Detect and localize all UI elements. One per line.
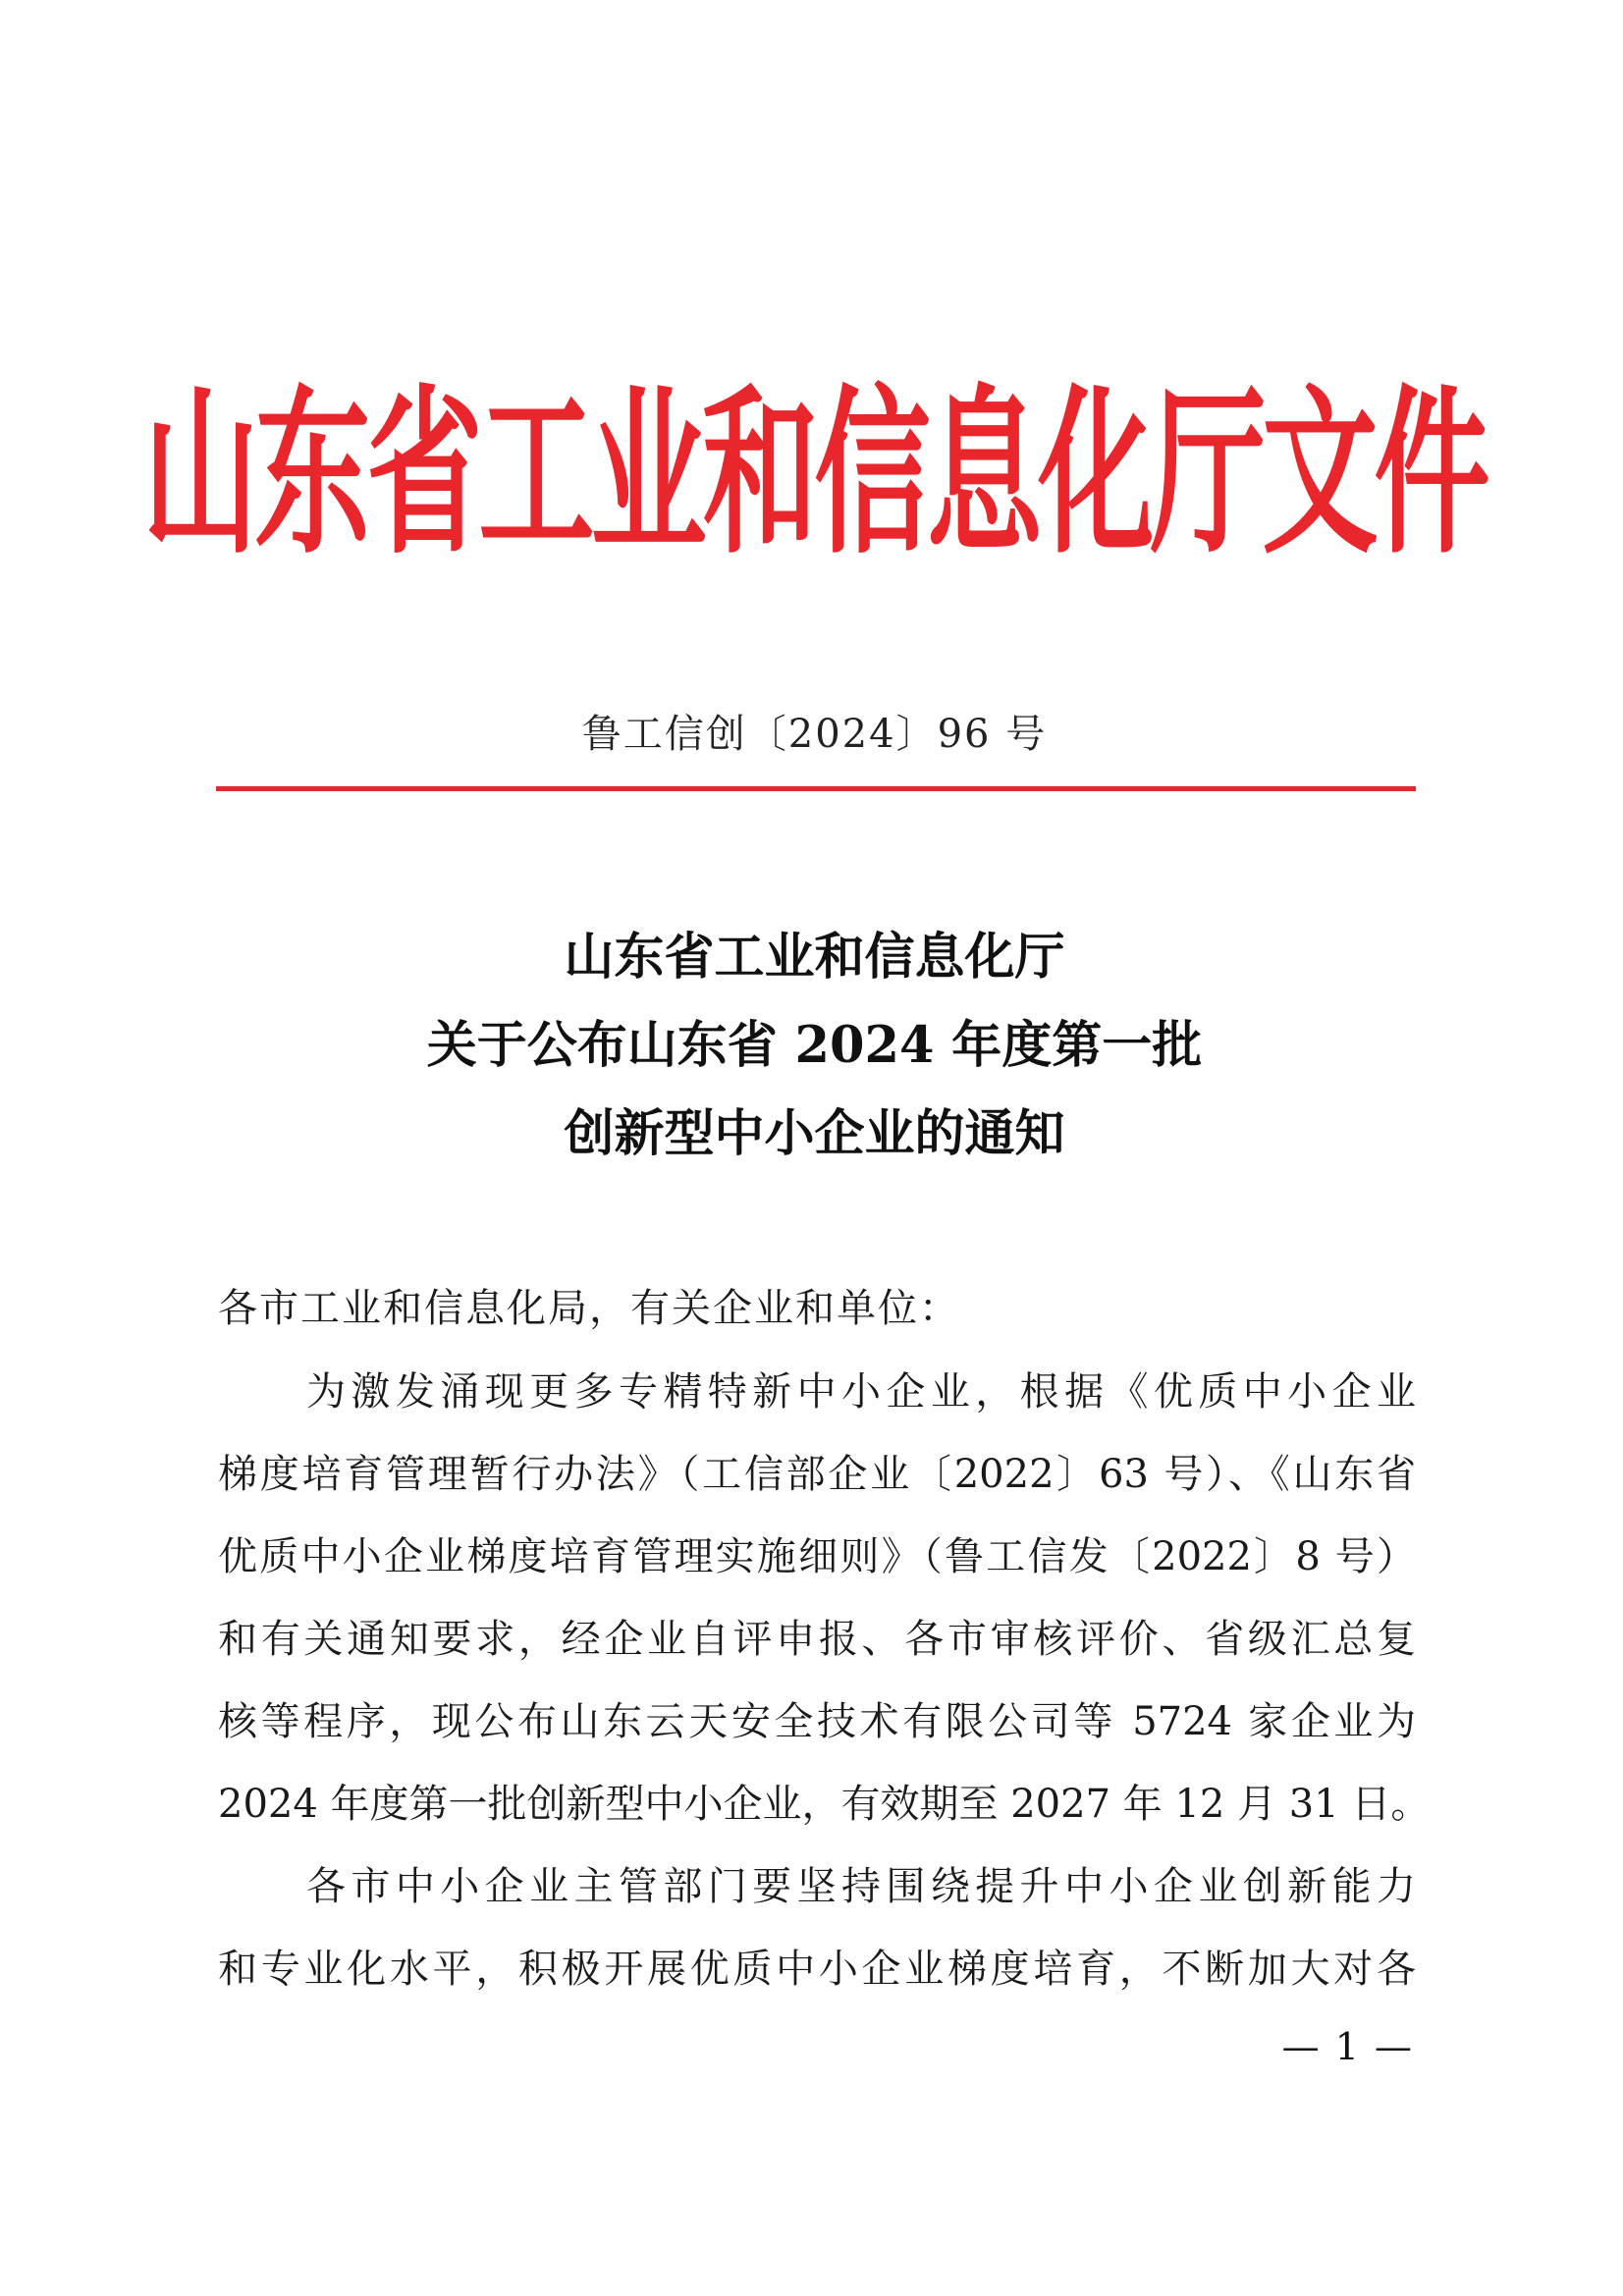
paragraph-line: 2024 年度第一批创新型中小企业，有效期至 2027 年 12 月 31 日。 (218, 1782, 1431, 1827)
document-number: 鲁工信创〔2024〕96 号 (581, 712, 1048, 757)
title-line-2: 关于公布山东省 2024 年度第一批 (426, 1016, 1203, 1075)
masthead (142, 365, 1487, 581)
paragraph-line: 和专业化水平，积极开展优质中小企业梯度培育，不断加大对各 (218, 1947, 1416, 1992)
paragraph-2 (218, 1845, 1416, 2010)
page-number: — 1 — (1281, 2025, 1414, 2068)
paragraph-line: 优质中小企业梯度培育管理实施细则》（鲁工信发〔2022〕8 号） (218, 1534, 1416, 1579)
title-line-1: 山东省工业和信息化厅 (564, 928, 1065, 987)
paragraph-line: 核等程序，现公布山东云天安全技术有限公司等 5724 家企业为 (218, 1699, 1416, 1744)
paragraph-line: 各市中小企业主管部门要坚持围绕提升中小企业创新能力 (306, 1864, 1416, 1909)
paragraph-line: 为激发涌现更多专精特新中小企业，根据《优质中小企业 (306, 1369, 1416, 1415)
paragraph-line: 梯度培育管理暂行办法》（工信部企业〔2022〕63 号）、《山东省 (218, 1452, 1416, 1497)
masthead-title: 山东省工业和信息化厅文件 (142, 368, 1487, 578)
title-line-3: 创新型中小企业的通知 (564, 1104, 1065, 1163)
document-body (218, 1266, 1431, 2010)
paragraph-1 (218, 1351, 1431, 1845)
paragraph-line: 和有关通知要求，经企业自评申报、各市审核评价、省级汇总复 (218, 1617, 1416, 1662)
red-divider-rule (216, 786, 1416, 791)
salutation: 各市工业和信息化局，有关企业和单位： (218, 1286, 960, 1331)
document-title (218, 913, 1411, 1178)
